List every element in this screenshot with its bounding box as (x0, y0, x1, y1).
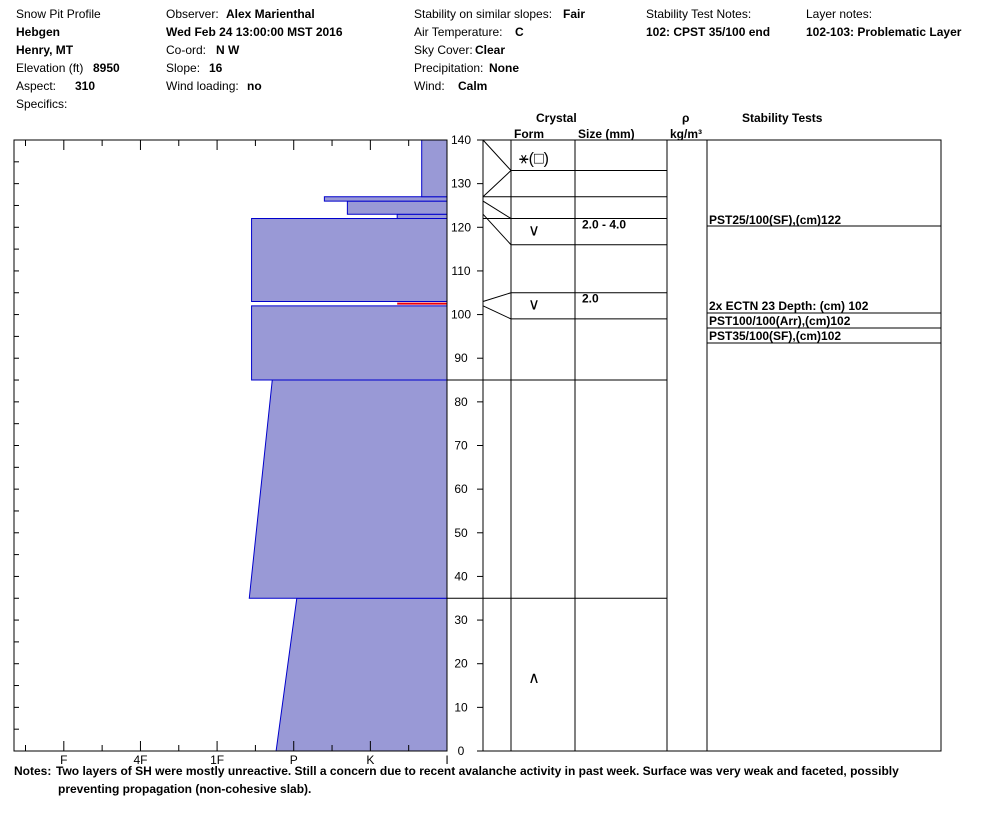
crystal-form-symbol: ∨ (528, 296, 540, 314)
hardness-layer (252, 306, 447, 380)
wind-label: Wind: (414, 79, 445, 93)
crystal-form-symbol: ∧ (528, 669, 540, 687)
height-tick-label: 40 (454, 569, 468, 584)
height-tick-label: 20 (454, 656, 468, 671)
layer-connector (483, 171, 511, 197)
stability-tests-column (707, 213, 941, 343)
sky-cover-value: Clear (475, 43, 506, 57)
hardness-layer (324, 197, 447, 201)
hardness-tick-label: P (289, 753, 298, 767)
height-tick-label: 70 (454, 438, 468, 453)
density-symbol-header: ρ (682, 111, 690, 125)
observer-label: Observer: (166, 7, 219, 21)
stability-test-label: PST25/100(SF),(cm)122 (709, 213, 842, 227)
elevation-value: 8950 (93, 61, 120, 75)
region-name: Henry, MT (16, 43, 74, 57)
precipitation-value: None (489, 61, 519, 75)
layer-connector (483, 201, 511, 218)
layer-notes-label: Layer notes: (806, 7, 873, 21)
notes-line-2: preventing propagation (non-cohesive slab). (58, 782, 312, 796)
hardness-layer (252, 219, 447, 302)
coord-label: Co-ord: (166, 43, 207, 57)
density-unit-header: kg/m³ (670, 127, 703, 141)
stability-tests-header: Stability Tests (742, 111, 823, 125)
table-border (483, 140, 941, 751)
height-tick-label: 60 (454, 482, 468, 497)
hardness-tick-label: K (366, 753, 375, 767)
notes-label: Notes: (14, 764, 52, 778)
height-tick-label: 140 (450, 133, 472, 147)
wind-loading-label: Wind loading: (166, 79, 239, 93)
layer-connector (483, 140, 511, 171)
form-header: Form (514, 127, 544, 141)
profile-title: Snow Pit Profile (16, 7, 101, 21)
aspect-value: 310 (75, 79, 96, 93)
layer-connector (483, 293, 511, 302)
crystal-form-symbol: ∨ (528, 222, 540, 240)
stability-label: Stability on similar slopes: (414, 7, 553, 21)
stability-test-notes-value: 102: CPST 35/100 end (646, 25, 771, 39)
height-tick-label: 30 (454, 613, 468, 628)
crystal-size-label: 2.0 - 4.0 (582, 217, 627, 232)
height-tick-label: 90 (454, 351, 468, 366)
crystal-header: Crystal (536, 111, 577, 125)
height-tick-label: 10 (454, 700, 468, 715)
height-tick-label: 50 (454, 525, 468, 540)
notes-line-1: Two layers of SH were mostly unreactive. Still a concern due to recent avalanche activity in past week. Surface was very weak and faceted, possibly (56, 764, 899, 778)
hardness-tick-label: I (445, 753, 449, 767)
hardness-layer (249, 380, 447, 598)
air-temp-value: C (515, 25, 524, 39)
layer-notes-value: 102-103: Problematic Layer (806, 25, 962, 39)
height-tick-label: 130 (450, 176, 472, 191)
hardness-layer (397, 214, 447, 218)
height-tick-label: 120 (450, 220, 472, 235)
stability-test-label: 2x ECTN 23 Depth: (cm) 102 (709, 299, 869, 313)
height-tick-label: 100 (450, 307, 472, 322)
observer-value: Alex Marienthal (226, 7, 315, 21)
layer-table (447, 140, 941, 751)
wind-value: Calm (458, 79, 488, 93)
size-header: Size (mm) (578, 127, 635, 141)
air-temp-label: Air Temperature: (414, 25, 503, 39)
stability-test-label: PST35/100(SF),(cm)102 (709, 329, 842, 343)
specifics-label: Specifics: (16, 97, 68, 111)
slope-value: 16 (209, 61, 223, 75)
aspect-label: Aspect: (16, 79, 57, 93)
stability-test-notes-label: Stability Test Notes: (646, 7, 752, 21)
location-name: Hebgen (16, 25, 61, 39)
crystal-form-symbol: ⚹(□) (519, 150, 549, 168)
slope-label: Slope: (166, 61, 201, 75)
stability-test-label: PST100/100(Arr),(cm)102 (709, 314, 851, 328)
height-tick-label: 110 (451, 263, 471, 278)
elevation-label: Elevation (ft) (16, 61, 84, 75)
sky-cover-label: Sky Cover: (414, 43, 473, 57)
crystal-size-label: 2.0 (582, 291, 599, 306)
height-tick-label: 80 (454, 394, 468, 409)
coord-value: N W (216, 43, 240, 57)
hardness-tick-label: F (60, 753, 68, 767)
observation-datetime: Wed Feb 24 13:00:00 MST 2016 (166, 25, 343, 39)
wind-loading-value: no (247, 79, 262, 93)
height-tick-label: 0 (457, 744, 465, 758)
hardness-layer (347, 201, 447, 214)
hardness-layer (276, 598, 447, 751)
layer-connector (483, 306, 511, 319)
precipitation-label: Precipitation: (414, 61, 484, 75)
hardness-tick-label: 1F (210, 753, 225, 767)
hardness-layer (422, 140, 447, 197)
hardness-layers (249, 140, 447, 751)
hardness-tick-label: 4F (133, 753, 148, 767)
stability-value: Fair (563, 7, 586, 21)
